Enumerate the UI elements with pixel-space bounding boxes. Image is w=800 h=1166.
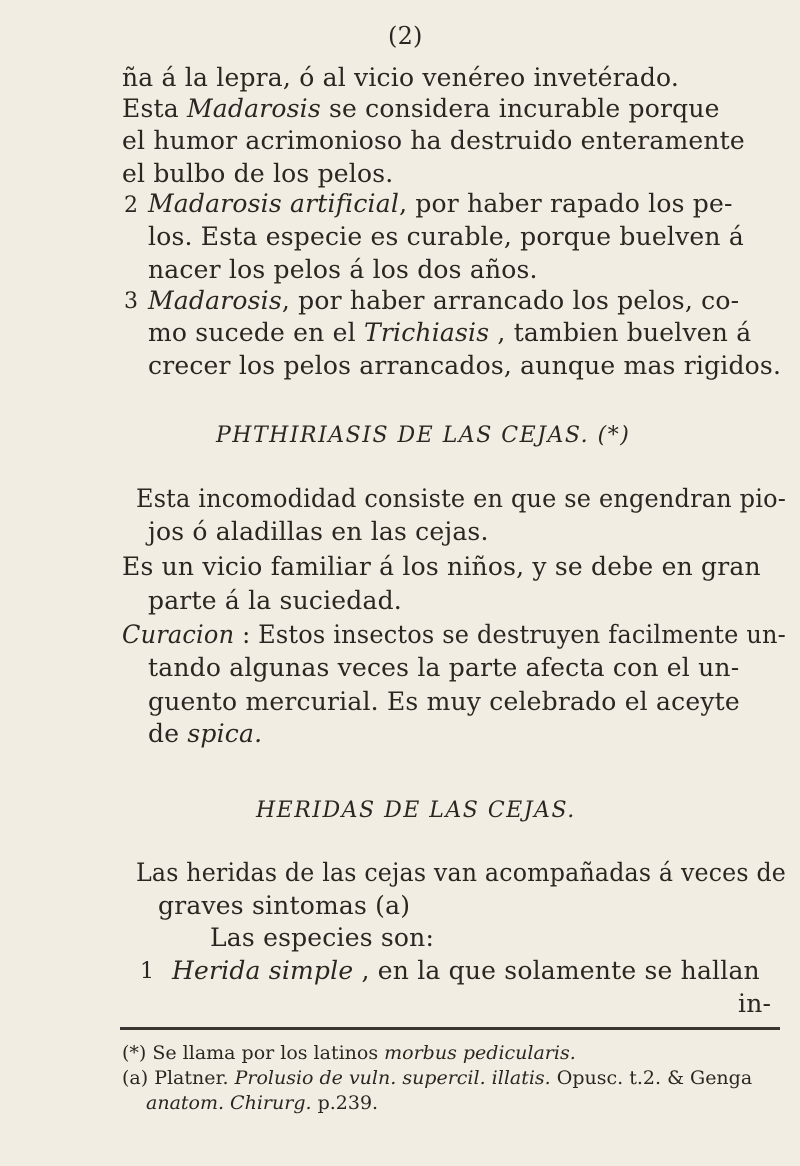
text-line: nacer los pelos á los dos años. (148, 255, 538, 284)
catchword: in- (738, 989, 772, 1018)
footnote: (*) Se llama por los latinos morbus pedicularis. (122, 1042, 576, 1064)
page-number: (2) (388, 22, 423, 50)
text-line: los. Esta especie es curable, porque buelven á (148, 222, 744, 251)
footnote: anatom. Chirurg. p.239. (146, 1092, 379, 1114)
text-line: el bulbo de los pelos. (122, 159, 394, 188)
list-number: 2 (124, 193, 138, 218)
text-line: Curacion : Estos insectos se destruyen facilmente un- (122, 620, 786, 649)
text-line: parte á la suciedad. (148, 586, 402, 615)
text-line: de spica. (148, 719, 263, 748)
text-line: guento mercurial. Es muy celebrado el aceyte (148, 687, 740, 716)
text-line: Madarosis, por haber arrancado los pelos, co- (148, 286, 740, 315)
text-line: graves sintomas (a) (158, 891, 411, 920)
footnote-rule (120, 1027, 780, 1030)
text-line: Es un vicio familiar á los niños, y se debe en gran (122, 552, 761, 581)
text-line: mo sucede en el Trichiasis , tambien buelven á (148, 318, 752, 347)
text-line: tando algunas veces la parte afecta con el un- (148, 653, 740, 682)
text-line: Las especies son: (210, 923, 435, 952)
text-line: Esta Madarosis se considera incurable porque (122, 94, 720, 123)
section-heading: HERIDAS DE LAS CEJAS. (256, 798, 576, 823)
section-heading: PHTHIRIASIS DE LAS CEJAS. (*) (216, 423, 631, 448)
text-line: jos ó aladillas en las cejas. (148, 517, 489, 546)
text-line: crecer los pelos arrancados, aunque mas rigidos. (148, 351, 782, 380)
text-line: Herida simple , en la que solamente se hallan (172, 956, 760, 985)
text-line: ña á la lepra, ó al vicio venéreo invetérado. (122, 63, 679, 92)
text-line: Las heridas de las cejas van acompañadas á veces de (136, 858, 786, 887)
footnote: (a) Platner. Prolusio de vuln. supercil. illatis. Opusc. t.2. & Genga (122, 1067, 753, 1089)
text-line: el humor acrimonioso ha destruido enteramente (122, 126, 745, 155)
text-line: Esta incomodidad consiste en que se engendran pio- (136, 484, 786, 513)
list-number: 1 (140, 959, 154, 984)
text-line: Madarosis artificial, por haber rapado los pe- (148, 189, 733, 218)
list-number: 3 (124, 289, 138, 314)
